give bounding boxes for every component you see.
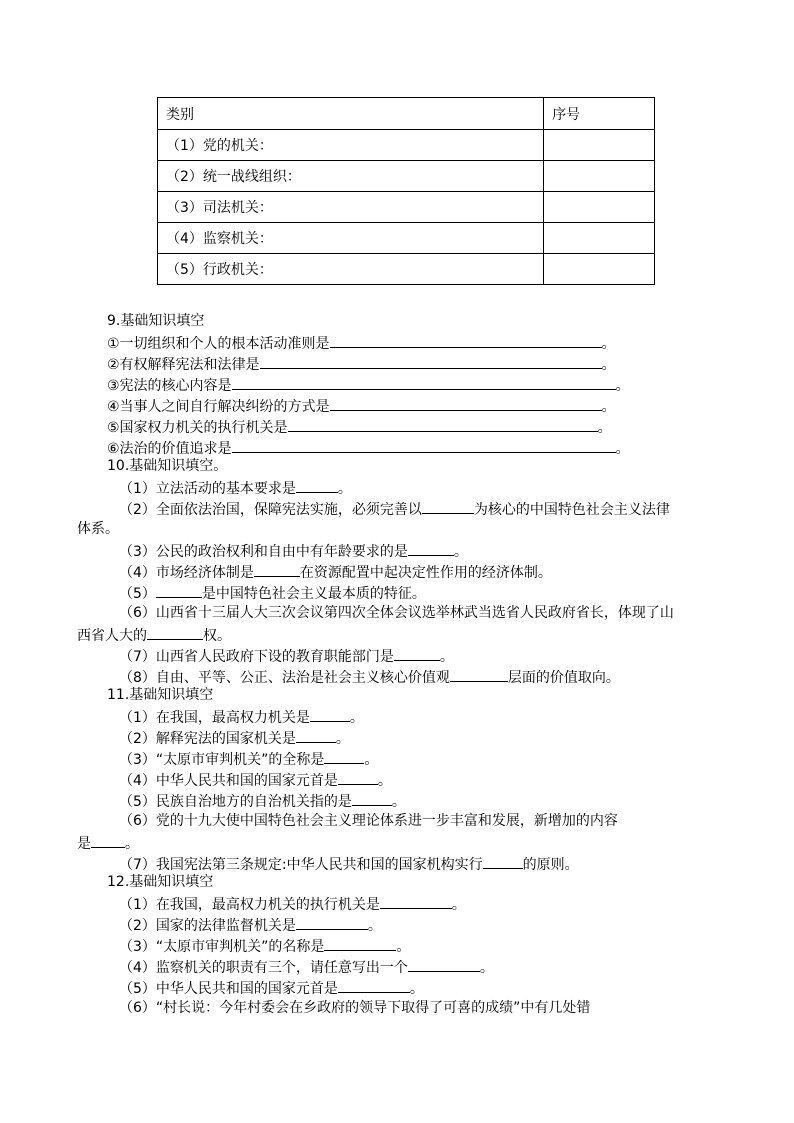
- q12-item-1-text: （1）在我国，最高权力机关的执行机关是: [119, 897, 380, 913]
- row-category: （3）司法机关：: [158, 192, 544, 223]
- q9-item-4-end: 。: [601, 399, 616, 415]
- q12-item-3-end: 。: [396, 939, 411, 955]
- q10-item-7: [119, 645, 454, 667]
- q12-item-3-text: （3）“太原市审判机关”的名称是: [119, 939, 325, 955]
- q11-item-2-blank[interactable]: [296, 727, 336, 743]
- q11-item-4-blank[interactable]: [338, 769, 378, 785]
- q12-item-4-text: （4）监察机关的职责有三个，请任意写出一个: [119, 960, 408, 976]
- q12-item-5-blank[interactable]: [338, 977, 410, 993]
- q9-item-1-text: ①一切组织和个人的根本活动准则是: [107, 336, 330, 352]
- q10-item-8-end: 层面的价值取向。: [507, 670, 620, 686]
- table-row: [158, 130, 655, 161]
- q10-item-2: [119, 498, 670, 520]
- row-category: （4）监察机关：: [158, 223, 544, 254]
- q12-item-6: （6）“村长说：今年村委会在乡政府的领导下取得了可喜的成绩”中有几处错: [119, 1000, 591, 1016]
- q10-item-4-text: （4）市场经济体制是: [119, 565, 254, 581]
- q11-item-1-text: （1）在我国，最高权力机关是: [119, 710, 310, 726]
- q11-item-7-blank[interactable]: [483, 853, 523, 869]
- header-category: 类别: [158, 98, 544, 130]
- q10-item-3-end: 。: [453, 544, 468, 560]
- row-number-cell[interactable]: [544, 130, 655, 161]
- q11-item-2-end: 。: [335, 731, 350, 747]
- header-number: 序号: [544, 98, 655, 130]
- q10-item-5-text: （5）: [119, 586, 156, 602]
- q11-item-1-blank[interactable]: [310, 706, 350, 722]
- q12-item-5-text: （5）中华人民共和国的国家元首是: [119, 981, 338, 997]
- q10-item-7-blank[interactable]: [394, 645, 440, 661]
- q11-item-1: [119, 706, 364, 728]
- row-category: （5）行政机关：: [158, 254, 544, 285]
- q11-item-2-text: （2）解释宪法的国家机关是: [119, 731, 296, 747]
- q11-item-2: [119, 727, 350, 749]
- q11-item-4: [119, 769, 392, 791]
- q12-item-4-end: 。: [479, 960, 494, 976]
- q10-item-3-text: （3）公民的政治权利和自由中有年龄要求的是: [119, 544, 408, 560]
- q9-item-3-end: 。: [615, 378, 630, 394]
- q11-item-6: （6）党的十九大使中国特色社会主义理论体系进一步丰富和发展，新增加的内容: [119, 813, 618, 829]
- q11-item-5: [119, 790, 406, 812]
- q10-item-6-text: 西省人大的: [77, 628, 147, 644]
- q9-item-6-blank[interactable]: [232, 437, 616, 453]
- q11-item-7-end: 的原则。: [522, 857, 579, 873]
- q11-item-7-text: （7）我国宪法第三条规定:中华人民共和国的国家机构实行: [119, 857, 483, 873]
- q10-item-5-end: 是中国特色社会主义最本质的特征。: [201, 586, 426, 602]
- q11-item-3-text: （3）“太原市审判机关”的全称是: [119, 752, 325, 768]
- q10-item-2-cont: 体系。: [77, 521, 119, 537]
- q12-item-4-blank[interactable]: [408, 956, 480, 972]
- q12-item-3-blank[interactable]: [324, 935, 396, 951]
- q9-item-1-end: 。: [601, 336, 616, 352]
- row-number-cell[interactable]: [544, 254, 655, 285]
- q12-item-2-text: （2）国家的法律监督机关是: [119, 918, 296, 934]
- q9-item-1-blank[interactable]: [330, 332, 602, 348]
- q12-item-5: [119, 977, 424, 999]
- q12-item-3: [119, 935, 410, 957]
- table-header-row: [158, 98, 655, 130]
- q11-item-4-text: （4）中华人民共和国的国家元首是: [119, 773, 338, 789]
- q12-item-1: [119, 893, 466, 915]
- q11-item-3-end: 。: [364, 752, 379, 768]
- category-table: [157, 97, 655, 285]
- q10-item-2-text: （2）全面依法治国，保障宪法实施，必须完善以: [119, 502, 422, 518]
- q10-title: 10.基础知识填空。: [107, 458, 228, 474]
- q9-item-4-text: ④当事人之间自行解决纠纷的方式是: [107, 399, 330, 415]
- row-number-cell[interactable]: [544, 161, 655, 192]
- q12-item-1-blank[interactable]: [380, 893, 452, 909]
- q10-item-6-end: 权。: [203, 628, 231, 644]
- q12-item-2-blank[interactable]: [296, 914, 368, 930]
- row-category: （1）党的机关：: [158, 130, 544, 161]
- q10-item-8-blank[interactable]: [450, 666, 508, 682]
- q10-item-6-cont: [77, 624, 231, 646]
- q10-item-3: [119, 540, 468, 562]
- q9-item-2: [107, 353, 616, 375]
- q12-item-5-end: 。: [409, 981, 424, 997]
- q9-item-2-blank[interactable]: [260, 353, 602, 369]
- q10-item-5: [119, 582, 426, 604]
- q12-item-4: [119, 956, 494, 978]
- q11-item-6-cont: [77, 832, 139, 854]
- q10-item-2-blank[interactable]: [422, 498, 474, 514]
- q9-item-6-end: 。: [615, 441, 630, 457]
- q10-item-4: [119, 561, 552, 583]
- q9-item-5-blank[interactable]: [288, 416, 598, 432]
- q9-item-6-text: ⑥法治的价值追求是: [107, 441, 232, 457]
- q9-item-5-end: 。: [597, 420, 612, 436]
- q10-item-8-text: （8）自由、平等、公正、法治是社会主义核心价值观: [119, 670, 450, 686]
- q9-title: 9.基础知识填空: [107, 313, 205, 329]
- table-row: [158, 192, 655, 223]
- q9-item-2-end: 。: [601, 357, 616, 373]
- q10-item-6-blank[interactable]: [147, 624, 203, 640]
- q12-item-2-end: 。: [367, 918, 382, 934]
- q11-title: 11.基础知识填空: [107, 687, 214, 703]
- q12-item-2: [119, 914, 382, 936]
- q9-item-2-text: ②有权解释宪法和法律是: [107, 357, 260, 373]
- table-row: [158, 223, 655, 254]
- row-number-cell[interactable]: [544, 223, 655, 254]
- q12-title: 12.基础知识填空: [107, 874, 214, 890]
- q10-item-1: [119, 477, 352, 499]
- q10-item-4-end: 在资源配置中起决定性作用的经济体制。: [299, 565, 552, 581]
- q11-item-5-text: （5）民族自治地方的自治机关指的是: [119, 794, 352, 810]
- q10-item-2-end: 为核心的中国特色社会主义法律: [473, 502, 670, 518]
- q10-item-7-end: 。: [439, 649, 454, 665]
- q9-item-3-text: ③宪法的核心内容是: [107, 378, 232, 394]
- q10-item-3-blank[interactable]: [408, 540, 454, 556]
- q11-item-6-blank[interactable]: [91, 832, 125, 848]
- q11-item-4-end: 。: [377, 773, 392, 789]
- q9-item-4-blank[interactable]: [330, 395, 602, 411]
- q11-item-5-blank[interactable]: [352, 790, 392, 806]
- table-row: [158, 254, 655, 285]
- q9-item-4: [107, 395, 616, 417]
- q11-item-3-blank[interactable]: [324, 748, 364, 764]
- q9-item-5-text: ⑤国家权力机关的执行机关是: [107, 420, 288, 436]
- q9-item-3: [107, 374, 630, 396]
- q9-item-1: [107, 332, 616, 354]
- q11-item-3: [119, 748, 378, 770]
- q12-item-1-end: 。: [451, 897, 466, 913]
- q11-item-5-end: 。: [391, 794, 406, 810]
- row-category: （2）统一战线组织：: [158, 161, 544, 192]
- q10-item-1-blank[interactable]: [296, 477, 338, 493]
- q10-item-6: （6）山西省十三届人大三次会议第四次全体会议选举林武当选省人民政府省长，体现了山: [119, 605, 674, 621]
- q10-item-1-text: （1）立法活动的基本要求是: [119, 481, 296, 497]
- q11-item-1-end: 。: [349, 710, 364, 726]
- q10-item-5-blank[interactable]: [156, 582, 202, 598]
- q9-item-3-blank[interactable]: [232, 374, 616, 390]
- q10-item-7-text: （7）山西省人民政府下设的教育职能部门是: [119, 649, 394, 665]
- table-row: [158, 161, 655, 192]
- q10-item-1-end: 。: [337, 481, 352, 497]
- q10-item-4-blank[interactable]: [254, 561, 300, 577]
- q9-item-5: [107, 416, 612, 438]
- q11-item-6-text: 是: [77, 836, 91, 852]
- q11-item-6-end: 。: [125, 836, 139, 852]
- row-number-cell[interactable]: [544, 192, 655, 223]
